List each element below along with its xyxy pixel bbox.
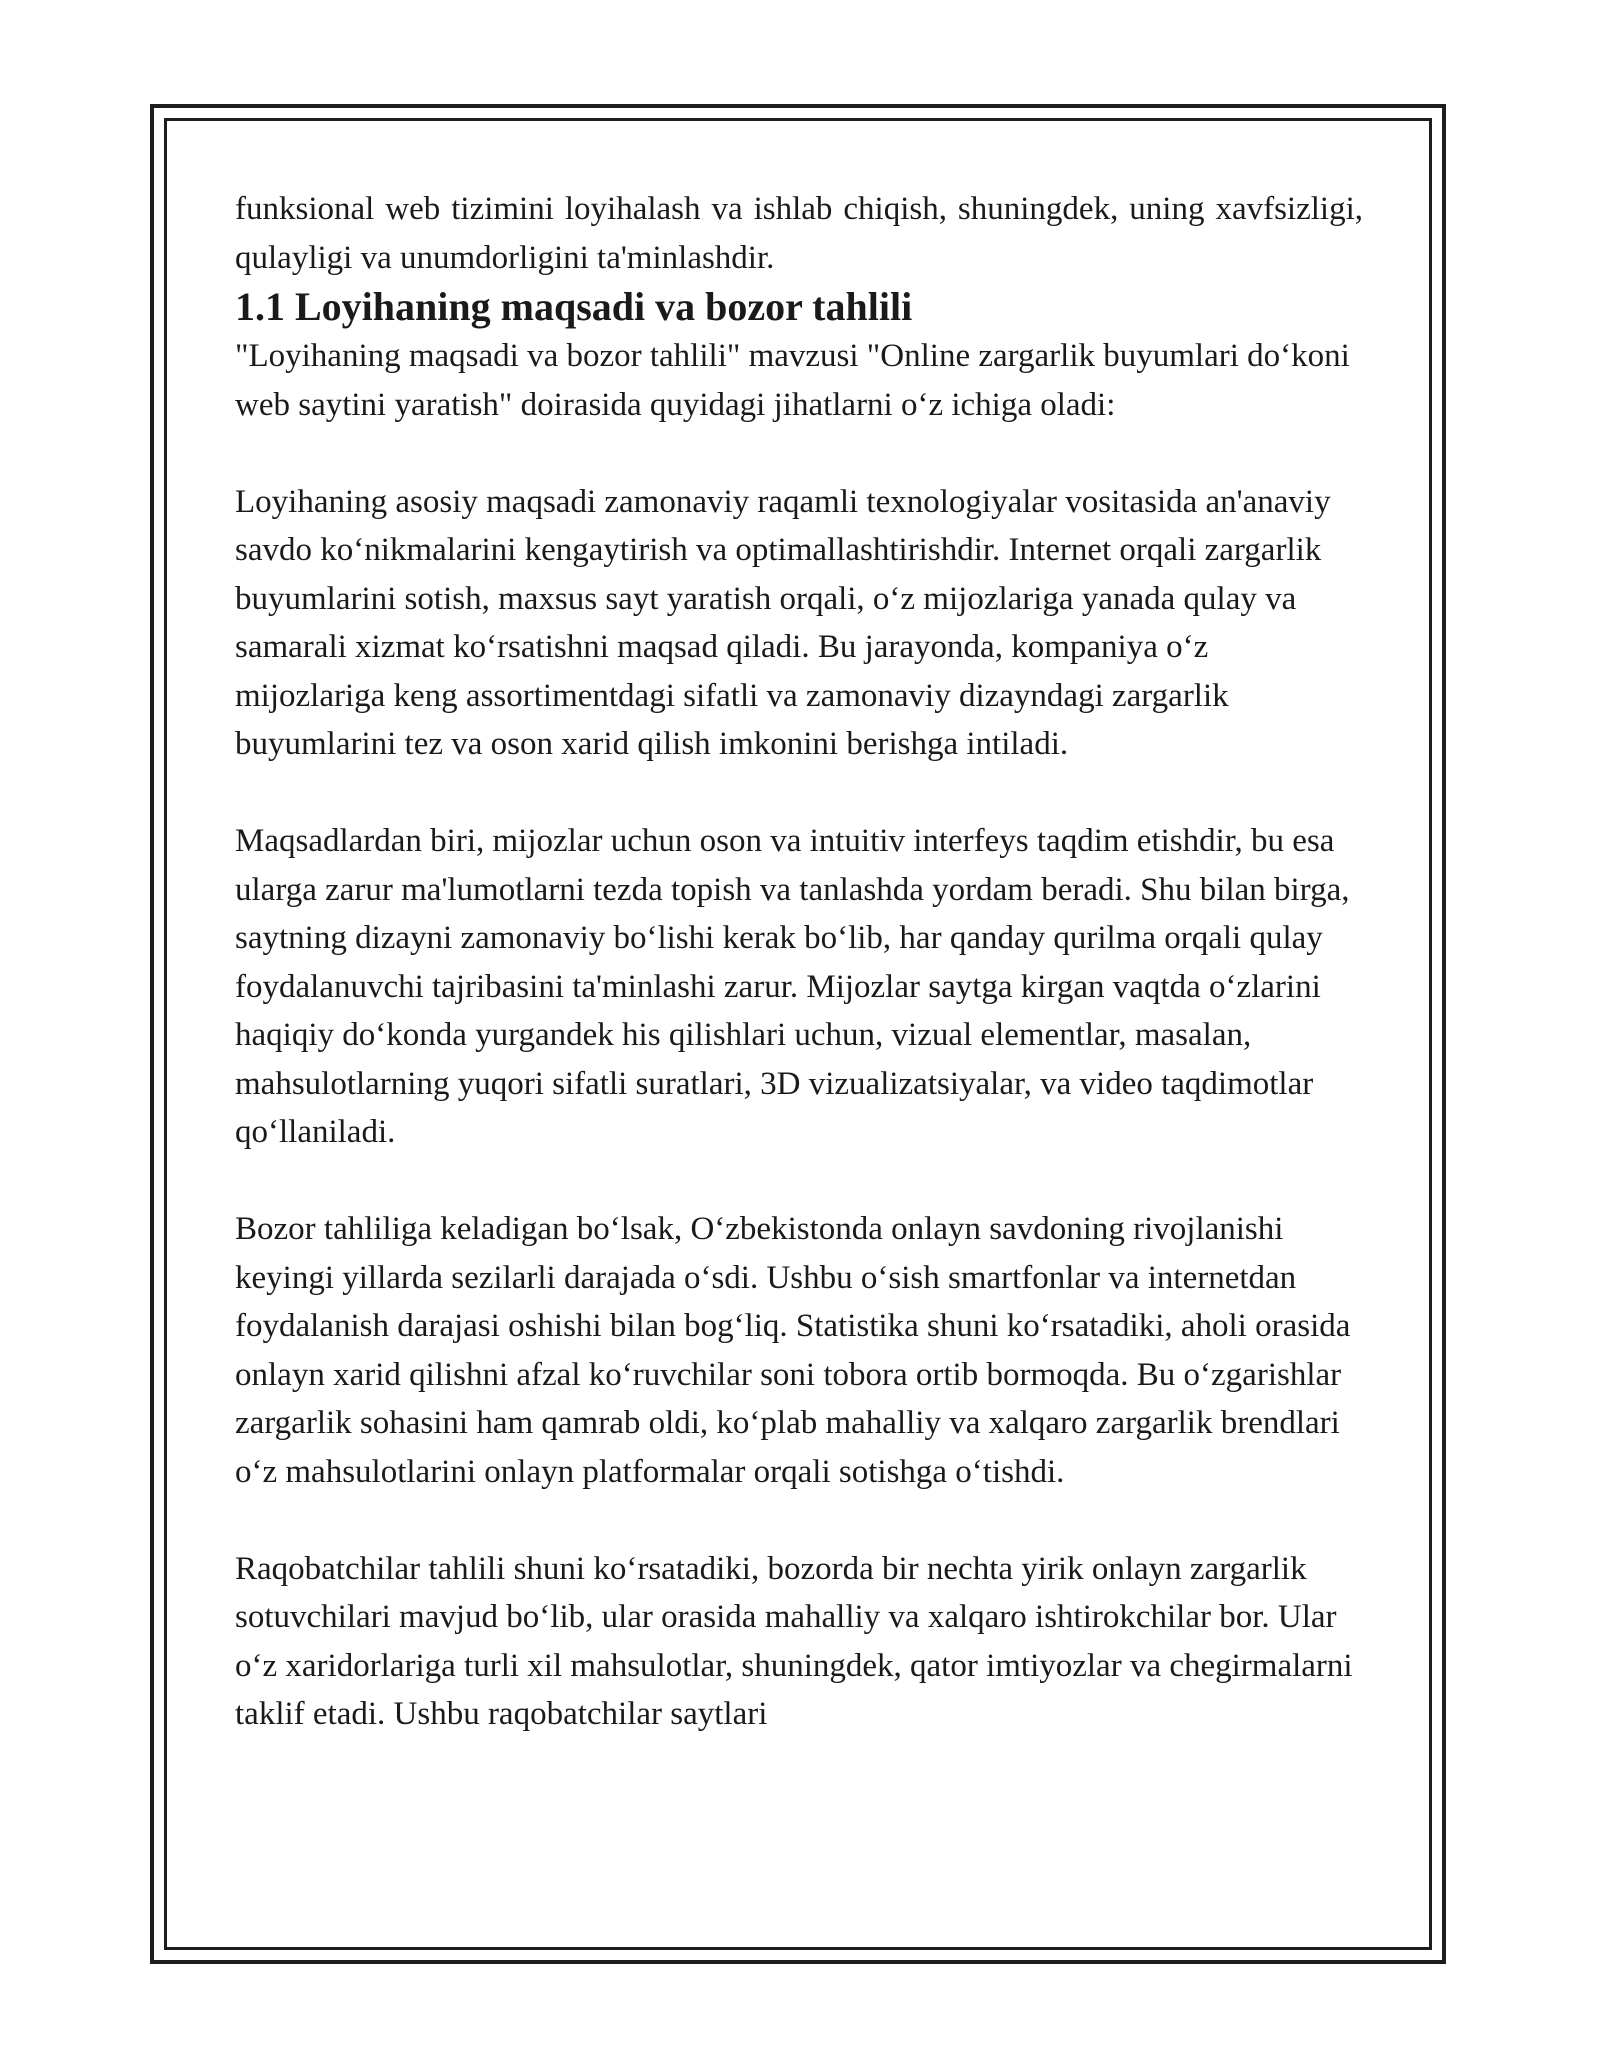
paragraph-project-goal: Loyihaning asosiy maqsadi zamonaviy raqamli texnologiyalar vositasida an'anaviy savdo ko‘nikmalarini kengaytirish va optimallashtirishdir. Internet orqali zargarlik buyumlarini sotish, maxsus sayt yaratish orqali, o‘z mijozlariga yanada qulay va samarali xizmat ko‘rsatishni maqsad qiladi. Bu jarayonda, kompaniya o‘z mijozlariga keng assortimentdagi sifatli va zamonaviy dizayndagi zargarlik buyumlarini tez va oson xarid qilish imkonini berishga intiladi. [235,483,1331,762]
paragraph-interface-goal: Maqsadlardan biri, mijozlar uchun oson va intuitiv interfeys taqdim etishdir, bu esa ularga zarur ma'lumotlarni tezda topish va tanlashda yordam beradi. Shu bilan birga, saytning dizayni zamonaviy bo‘lishi kerak bo‘lib, har qanday qurilma orqali qulay foydalanuvchi tajribasini ta'minlashi zarur. Mijozlar saytga kirgan vaqtda o‘zlarini haqiqiy do‘konda yurgandek his qilishlari uchun, vizual elementlar, masalan, mahsulotlarning yuqori sifatli suratlari, 3D vizualizatsiyalar, va video taqdimotlar qo‘llaniladi. [235,823,1350,1150]
paragraph-competitor-analysis: Raqobatchilar tahlili shuni ko‘rsatadiki, bozorda bir nechta yirik onlayn zargarlik sotuvchilari mavjud bo‘lib, ular orasida mahalliy va xalqaro ishtirokchilar bor. Ular o‘z xaridorlariga turli xil mahsulotlar, shuningdek, qator imtiyozlar va chegirmalarni taklif etadi. Ushbu raqobatchilar saytlari [235,1550,1353,1732]
section-heading: 1.1 Loyihaning maqsadi va bozor tahlili [235,284,913,329]
document-body [235,185,1363,1739]
paragraph-market-analysis: Bozor tahliliga keladigan bo‘lsak, O‘zbekistonda onlayn savdoning rivojlanishi keyingi yillarda sezilarli darajada o‘sdi. Ushbu o‘sish smartfonlar va internetdan foydalanish darajasi oshishi bilan bog‘liq. Statistika shuni ko‘rsatadiki, aholi orasida onlayn xarid qilishni afzal ko‘ruvchilar soni tobora ortib bormoqda. Bu o‘zgarishlar zargarlik sohasini ham qamrab oldi, ko‘plab mahalliy va xalqaro zargarlik brendlari o‘z mahsulotlarini onlayn platformalar orqali sotishga o‘tishdi. [235,1211,1351,1490]
paragraph-topic-scope: "Loyihaning maqsadi va bozor tahlili" mavzusi "Online zargarlik buyumlari do‘koni web saytini yaratish" doirasida quyidagi jihatlarni o‘z ichiga oladi: [235,338,1350,423]
intro-paragraph: funksional web tizimini loyihalash va ishlab chiqish, shuningdek, uning xavfsizligi, qulayligi va unumdorligini ta'minlashdir. [235,191,1363,276]
